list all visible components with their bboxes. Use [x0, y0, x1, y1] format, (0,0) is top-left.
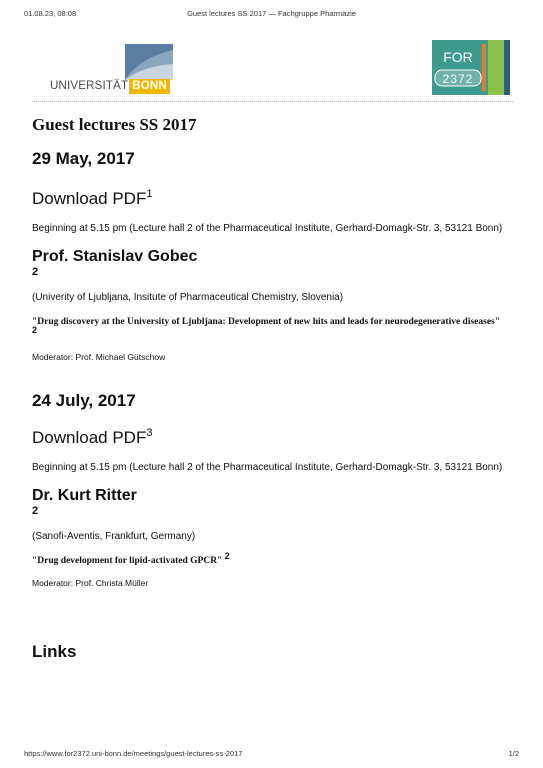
event-beginning: Beginning at 5.15 pm (Lecture hall 2 of the Pharmaceutical Institute, Gerhard-Domagk-Str. 3, 53121 Bonn): [32, 223, 503, 234]
for-logo-line1: FOR: [443, 49, 473, 65]
event-date: 29 May, 2017: [32, 149, 135, 168]
moderator: Moderator: Prof. Michael Gütschow: [32, 352, 166, 362]
page-count: 1/2: [508, 749, 519, 758]
print-url: https://www.for2372.uni-bonn.de/meetings/guest-lectures-ss-2017: [24, 749, 243, 758]
speaker-affiliation: (Univerity of Ljubljana, Insitute of Pharmaceutical Chemistry, Slovenia): [32, 292, 344, 303]
talk-footnote-ref: 2: [32, 325, 38, 335]
event-beginning: Beginning at 5.15 pm (Lecture hall 2 of the Pharmaceutical Institute, Gerhard-Domagk-Str. 3, 53121 Bonn): [32, 462, 503, 473]
university-wordmark: [50, 79, 170, 94]
download-pdf-link[interactable]: Download PDF$^1$: [32, 188, 153, 208]
speaker-affiliation: (Sanofi-Aventis, Frankfurt, Germany): [32, 531, 196, 542]
speaker-name: Dr. Kurt Ritter: [32, 487, 137, 504]
university-bonn-logo[interactable]: [50, 44, 176, 96]
download-pdf-link[interactable]: Download PDF$^3$: [32, 427, 153, 447]
speaker-footnote-ref: 2: [32, 266, 39, 278]
moderator: Moderator: Prof. Christa Müller: [32, 578, 149, 588]
header-divider: [32, 101, 513, 102]
event-date: 24 July, 2017: [32, 391, 136, 410]
talk-footnote-ref: 2: [224, 551, 230, 561]
speaker-footnote-ref: 2: [32, 505, 39, 517]
for2372-logo[interactable]: [432, 40, 510, 95]
footnote-ref: 3: [146, 427, 153, 439]
talk-title: "Drug discovery at the University of Ljubljana: Development of new hits and leads for neurodegenerative diseases" $^2$: [32, 317, 501, 335]
for-logo-line2: 2372: [442, 72, 474, 86]
university-logo-mark: [125, 44, 173, 80]
print-page-title: Guest lectures SS 2017 — Fachgruppe Pharmazie: [187, 9, 356, 18]
print-datetime: 01.08.23, 08:08: [24, 9, 77, 18]
university-word: UNIVERSITÄT: [50, 80, 129, 92]
main-content: [32, 114, 507, 663]
talk-title: "Drug development for lipid-activated GPCR" $^2$: [32, 551, 230, 566]
links-heading: Links: [32, 642, 77, 661]
speaker-name: Prof. Stanislav Gobec: [32, 248, 198, 265]
page-title: Guest lectures SS 2017: [32, 115, 197, 134]
footnote-ref: 1: [146, 188, 153, 200]
bonn-word: BONN: [129, 79, 170, 94]
